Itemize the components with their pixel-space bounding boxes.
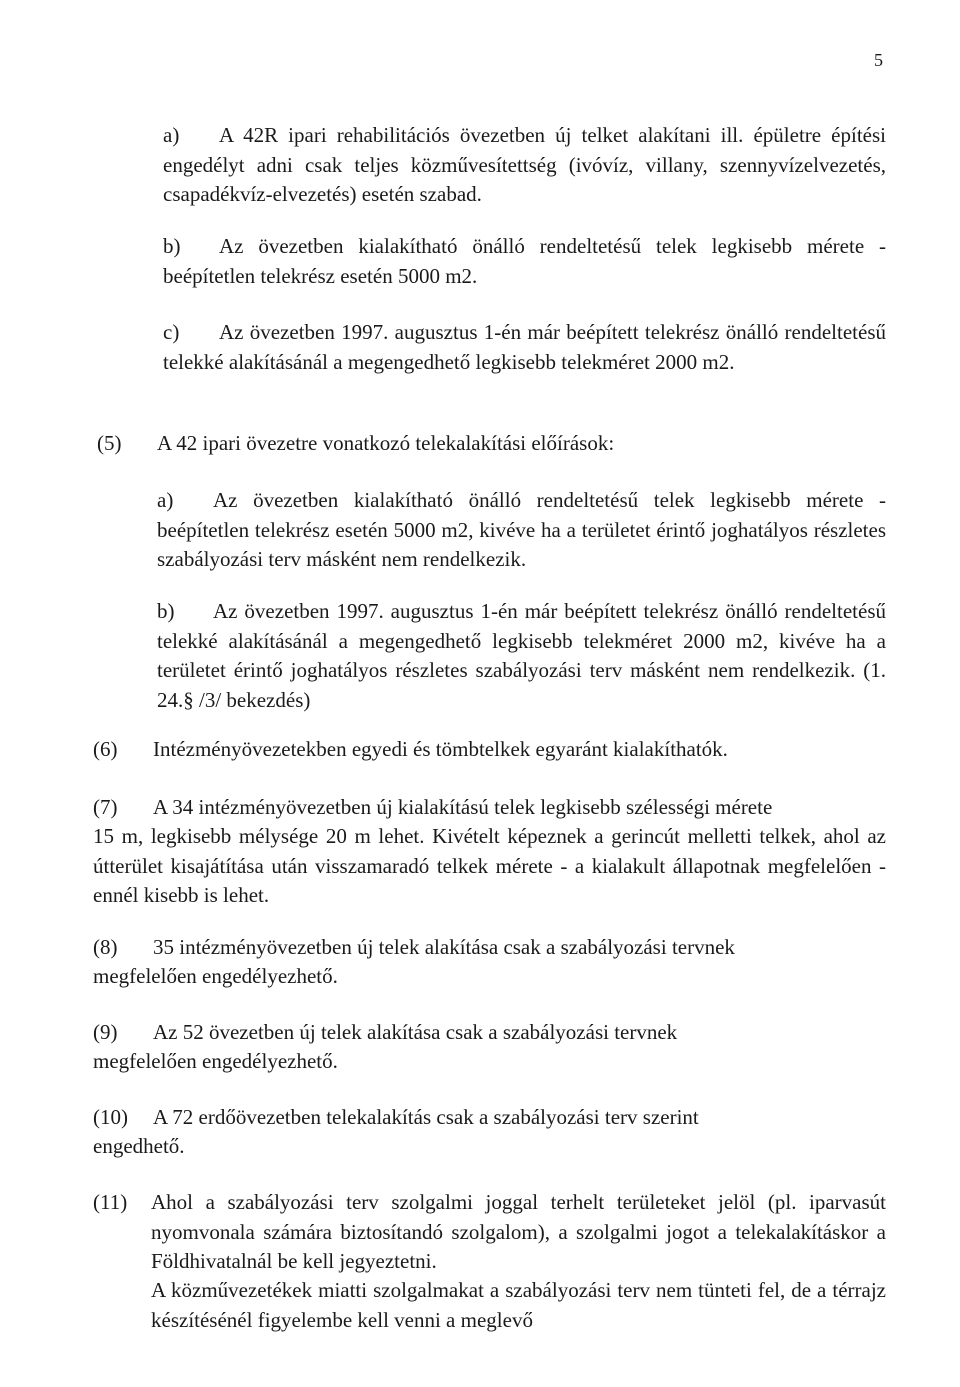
item-text: Az övezetben kialakítható önálló rendeltetésű telek legkisebb mérete - beépítetlen telekrész esetén 5000 m2. <box>163 234 886 288</box>
section4-item-a <box>163 121 886 210</box>
section7-text-rest: 15 m, legkisebb mélysége 20 m lehet. Kivételt képeznek a gerincút melletti telkek, ahol az útterület kisajátítása után visszamaradó telkek mérete - a kialakult állapotnak megfelelően - ennél kisebb is lehet. <box>93 824 886 907</box>
section-number: (10) <box>93 1105 128 1129</box>
section9-text-rest: megfelelően engedélyezhető. <box>93 1049 338 1073</box>
section5-heading: A 42 ipari övezetre vonatkozó telekalakítási előírások: <box>157 431 615 455</box>
section4-item-c <box>163 318 886 377</box>
section5-item-a <box>157 486 886 575</box>
section9-first-line <box>93 1018 886 1048</box>
item-label: c) <box>163 320 180 344</box>
section11-paragraph-2: A közművezetékek miatti szolgalmakat a szabályozási terv nem tünteti fel, de a térrajz készítésénél figyelembe kell venni a meglevő <box>151 1278 886 1332</box>
item-text: A 42R ipari rehabilitációs övezetben új telket alakítani ill. épületre építési engedélyt adni csak teljes közművesítettség (ivóvíz, villany, szennyvízelvezetés, csapadékvíz-elvezetés) esetén szabad. <box>163 123 886 206</box>
item-label: a) <box>163 123 180 147</box>
section-number: (7) <box>93 795 118 819</box>
section11-paragraph-1: Ahol a szabályozási terv szolgalmi joggal terhelt területeket jelöl (pl. iparvasút nyomvonala számára biztosítandó szolgalom), a szolgalmi jogot a telekalakításkor a Földhivatalnál be kell jegyeztetni. <box>151 1190 886 1273</box>
section4-item-b <box>163 232 886 291</box>
section10-text-first: A 72 erdőövezetben telekalakítás csak a szabályozási terv szerint <box>153 1105 699 1129</box>
item-text: Az övezetben kialakítható önálló rendeltetésű telek legkisebb mérete - beépítetlen telekrész esetén 5000 m2, kivéve ha a területet érintő joghatályos részletes szabályozási terv másként nem rendelkezik. <box>157 488 886 571</box>
section10-first-line <box>93 1103 886 1133</box>
section8-text-rest: megfelelően engedélyezhető. <box>93 964 338 988</box>
item-label: b) <box>163 234 181 258</box>
section7-text-first: A 34 intézményövezetben új kialakítású telek legkisebb szélességi mérete <box>153 795 773 819</box>
section9-text-first: Az 52 övezetben új telek alakítása csak a szabályozási tervnek <box>153 1020 678 1044</box>
page-number: 5 <box>874 50 883 70</box>
section-number: (6) <box>93 737 118 761</box>
section6-text: Intézményövezetekben egyedi és tömbtelkek egyaránt kialakíthatók. <box>153 737 728 761</box>
section-number: (11) <box>93 1190 128 1214</box>
section8-first-line <box>93 933 886 963</box>
section10-text-rest: engedhető. <box>93 1134 185 1158</box>
item-label: a) <box>157 488 174 512</box>
section-number: (8) <box>93 935 118 959</box>
section8-text-first: 35 intézményövezetben új telek alakítása csak a szabályozási tervnek <box>153 935 735 959</box>
section5-item-b <box>157 597 886 715</box>
item-label: b) <box>157 599 175 623</box>
section-number: (9) <box>93 1020 118 1044</box>
item-text: Az övezetben 1997. augusztus 1-én már beépített telekrész önálló rendeltetésű telekké alakításánál a megengedhető legkisebb telekméret 2000 m2. <box>163 320 886 374</box>
item-text: Az övezetben 1997. augusztus 1-én már beépített telekrész önálló rendeltetésű telekké alakításánál a megengedhető legkisebb telekméret 2000 m2, kivéve ha a területet érintő joghatályos részletes szabályozási terv másként nem rendelkezik. (1. 24.§ /3/ bekezdés) <box>157 599 886 712</box>
section7-first-line <box>93 793 886 823</box>
section-number: (5) <box>97 431 122 455</box>
